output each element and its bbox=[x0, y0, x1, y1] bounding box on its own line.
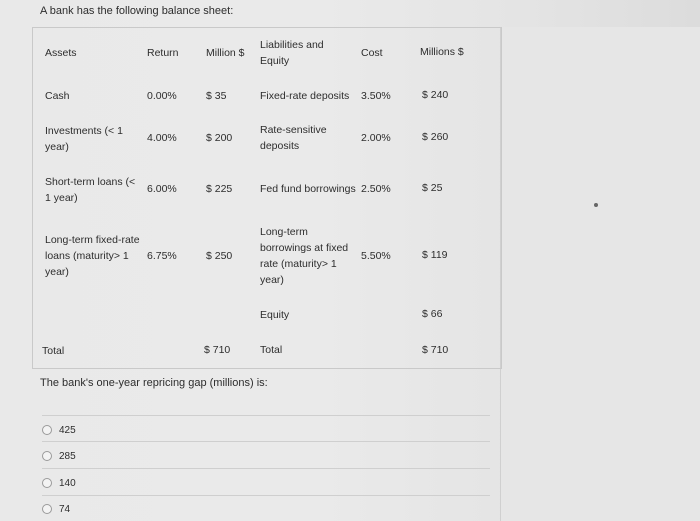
liab-rate-fed-funds: 2.50% bbox=[361, 183, 391, 195]
liab-amount-rate-sensitive: $ 260 bbox=[422, 131, 449, 143]
question-intro: A bank has the following balance sheet: bbox=[40, 5, 234, 17]
liab-name-rate-sensitive: Rate-sensitive deposits bbox=[260, 124, 327, 152]
asset-amount-short-term-loans: $ 225 bbox=[206, 183, 233, 195]
option-425[interactable] bbox=[42, 421, 76, 439]
header-assets: Assets bbox=[45, 47, 77, 59]
liab-name-fed-funds: Fed fund borrowings bbox=[260, 183, 356, 195]
asset-rate-cash: 0.00% bbox=[147, 90, 177, 102]
liab-total-label: Total bbox=[260, 344, 283, 356]
asset-name-short-term-loans: Short-term loans (< 1 year) bbox=[45, 176, 136, 204]
liab-name-equity: Equity bbox=[260, 309, 290, 321]
liab-name-fixed-deposits: Fixed-rate deposits bbox=[260, 90, 350, 102]
header-liabilities-equity: Liabilities and Equity bbox=[260, 39, 324, 67]
divider bbox=[42, 441, 490, 442]
dot-mark bbox=[594, 203, 598, 207]
liab-rate-fixed-deposits: 3.50% bbox=[361, 90, 391, 102]
asset-name-long-term-loans: Long-term fixed-rate loans (maturity> 1 year) bbox=[45, 234, 140, 278]
header-cost: Cost bbox=[361, 47, 383, 59]
option-140[interactable] bbox=[42, 474, 76, 492]
liab-rate-rate-sensitive: 2.00% bbox=[361, 132, 391, 144]
divider bbox=[42, 468, 490, 469]
radio-button[interactable] bbox=[42, 425, 52, 435]
liab-amount-fed-funds: $ 25 bbox=[422, 182, 443, 194]
option-label: 285 bbox=[59, 450, 76, 462]
radio-button[interactable] bbox=[42, 451, 52, 461]
asset-amount-long-term-loans: $ 250 bbox=[206, 250, 233, 262]
liab-total-amount: $ 710 bbox=[422, 344, 449, 356]
header-liab-millions: Millions $ bbox=[420, 46, 464, 58]
asset-total-amount: $ 710 bbox=[204, 344, 231, 356]
asset-name-investments: Investments (< 1 year) bbox=[45, 125, 123, 153]
asset-name-cash: Cash bbox=[45, 90, 70, 102]
liab-amount-fixed-deposits: $ 240 bbox=[422, 89, 449, 101]
asset-total-label: Total bbox=[42, 345, 65, 357]
liab-rate-long-term-borrowings: 5.50% bbox=[361, 250, 391, 262]
option-label: 140 bbox=[59, 477, 76, 489]
side-panel bbox=[500, 27, 700, 521]
header-asset-millions: Million $ bbox=[206, 47, 245, 59]
asset-rate-long-term-loans: 6.75% bbox=[147, 250, 177, 262]
asset-rate-investments: 4.00% bbox=[147, 132, 177, 144]
option-label: 74 bbox=[59, 503, 71, 515]
liab-amount-long-term-borrowings: $ 119 bbox=[422, 249, 448, 261]
liab-name-long-term-borrowings: Long-term borrowings at fixed rate (maturity> 1 year) bbox=[260, 226, 349, 286]
option-285[interactable] bbox=[42, 447, 76, 465]
liab-amount-equity: $ 66 bbox=[422, 308, 443, 320]
question-text: The bank's one-year repricing gap (millions) is: bbox=[40, 377, 268, 389]
asset-rate-short-term-loans: 6.00% bbox=[147, 183, 177, 195]
asset-amount-cash: $ 35 bbox=[206, 90, 227, 102]
option-74[interactable] bbox=[42, 500, 70, 518]
asset-amount-investments: $ 200 bbox=[206, 132, 233, 144]
radio-button[interactable] bbox=[42, 504, 52, 514]
option-label: 425 bbox=[59, 424, 76, 436]
divider bbox=[42, 415, 490, 416]
radio-button[interactable] bbox=[42, 478, 52, 488]
header-return: Return bbox=[147, 47, 179, 59]
divider bbox=[42, 495, 490, 496]
